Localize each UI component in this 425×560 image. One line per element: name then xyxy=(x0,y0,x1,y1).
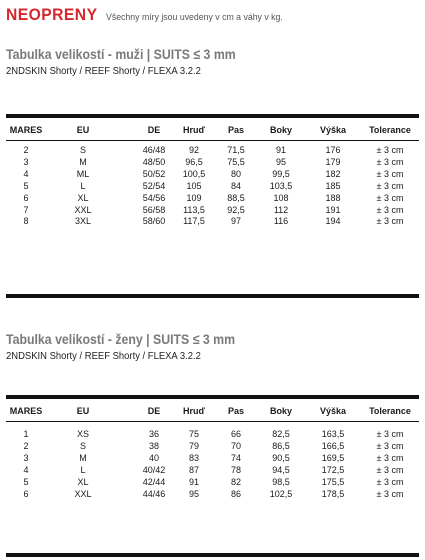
men-table-top-rule xyxy=(6,114,419,118)
table-cell: 83 xyxy=(188,452,200,463)
table-cell: 105 xyxy=(186,180,202,191)
table-cell: 117,5 xyxy=(183,216,205,227)
column-header: Boky xyxy=(269,406,293,416)
table-cell: XXL xyxy=(74,488,92,499)
table-cell: L xyxy=(80,180,86,191)
table-cell: ± 3 cm xyxy=(376,192,404,203)
column-header: Boky xyxy=(269,125,293,135)
table-cell: ± 3 cm xyxy=(376,156,404,167)
table-cell: 102,5 xyxy=(269,488,293,499)
table-cell: 8 xyxy=(23,216,29,227)
table-cell: 74 xyxy=(230,452,242,463)
table-cell: 71,5 xyxy=(227,145,245,155)
column-header: DE xyxy=(147,125,161,135)
table-cell: 82 xyxy=(230,476,242,487)
table-cell: ± 3 cm xyxy=(376,180,404,191)
table-cell: 2 xyxy=(23,440,29,451)
table-cell: 97 xyxy=(230,216,242,227)
women-table-models: 2NDSKIN Shorty / REEF Shorty / FLEXA 3.2.2 xyxy=(6,350,201,362)
table-cell: 86 xyxy=(230,488,242,499)
column-header: MARES xyxy=(9,406,43,416)
table-cell: 99,5 xyxy=(272,168,290,179)
table-cell: 191 xyxy=(325,204,341,215)
table-cell: 112 xyxy=(273,204,289,215)
table-cell: 42/44 xyxy=(142,476,166,487)
page-subtitle: Všechny míry jsou uvedeny v cm a váhy v kg. xyxy=(105,12,283,23)
table-cell: 75 xyxy=(188,429,200,439)
table-cell: 94,5 xyxy=(272,464,290,475)
table-cell: 92 xyxy=(188,145,200,155)
table-cell: ± 3 cm xyxy=(376,216,404,227)
table-cell: ± 3 cm xyxy=(376,464,404,475)
table-cell: 54/56 xyxy=(142,192,166,203)
column-header: Tolerance xyxy=(369,406,411,416)
table-cell: 108 xyxy=(273,192,289,203)
table-cell: XL xyxy=(77,476,89,487)
table-cell: 90,5 xyxy=(272,452,290,463)
column-header: EU xyxy=(76,406,90,416)
table-cell: 5 xyxy=(23,180,29,191)
column-header: Výška xyxy=(319,125,347,135)
table-cell: XXL xyxy=(74,204,92,215)
column-header: Výška xyxy=(319,406,347,416)
table-cell: 91 xyxy=(275,145,287,155)
table-cell: 86,5 xyxy=(272,440,290,451)
table-cell: 80 xyxy=(230,168,242,179)
table-cell: 46/48 xyxy=(142,145,166,155)
table-cell: 84 xyxy=(230,180,242,191)
table-cell: ± 3 cm xyxy=(376,168,404,179)
table-cell: 116 xyxy=(273,216,289,227)
table-cell: 44/46 xyxy=(142,488,166,499)
table-cell: 2 xyxy=(23,145,29,155)
column-header: Hruď xyxy=(183,406,205,416)
column-header: Pas xyxy=(227,125,245,135)
men-section-header xyxy=(6,46,419,77)
table-cell: ± 3 cm xyxy=(376,429,404,439)
table-cell: 95 xyxy=(188,488,200,499)
table-cell: 66 xyxy=(230,429,242,439)
table-cell: 175,5 xyxy=(321,476,345,487)
table-cell: ML xyxy=(76,168,90,179)
table-cell: 56/58 xyxy=(142,204,166,215)
table-cell: ± 3 cm xyxy=(376,476,404,487)
women-table-header-rule xyxy=(6,421,419,422)
table-cell: 176 xyxy=(325,145,341,155)
men-table-bottom-rule xyxy=(6,294,419,298)
table-cell: 6 xyxy=(23,192,29,203)
table-cell: 40/42 xyxy=(142,464,166,475)
table-cell: 166,5 xyxy=(321,440,345,451)
table-cell: 109 xyxy=(186,192,202,203)
women-table-bottom-rule xyxy=(6,553,419,557)
table-cell: 194 xyxy=(325,216,341,227)
table-cell: 98,5 xyxy=(272,476,290,487)
table-cell: 87 xyxy=(188,464,200,475)
column-header: EU xyxy=(76,125,90,135)
table-cell: 6 xyxy=(23,488,29,499)
table-cell: 7 xyxy=(23,204,29,215)
table-cell: M xyxy=(79,452,87,463)
women-table-heading: Tabulka velikostí - ženy | SUITS ≤ 3 mm xyxy=(6,331,236,347)
table-cell: 91 xyxy=(188,476,200,487)
men-table-header-rule xyxy=(6,140,419,141)
table-cell: 178,5 xyxy=(321,488,345,499)
women-section-header xyxy=(6,331,419,362)
table-cell: 78 xyxy=(230,464,242,475)
table-cell: 163,5 xyxy=(321,429,345,439)
table-cell: 70 xyxy=(230,440,242,451)
table-cell: ± 3 cm xyxy=(376,440,404,451)
table-cell: ± 3 cm xyxy=(376,488,404,499)
table-cell: 36 xyxy=(148,429,160,439)
table-cell: 92,5 xyxy=(227,204,245,215)
table-cell: 48/50 xyxy=(142,156,166,167)
table-cell: ± 3 cm xyxy=(376,204,404,215)
table-cell: 58/60 xyxy=(142,216,166,227)
page-title: NEOPRENY xyxy=(6,5,98,24)
page-header xyxy=(6,5,298,25)
table-cell: 79 xyxy=(188,440,200,451)
column-header: MARES xyxy=(9,125,43,135)
table-cell: S xyxy=(79,145,87,155)
table-cell: 188 xyxy=(325,192,341,203)
column-header: Tolerance xyxy=(369,125,411,135)
table-cell: 50/52 xyxy=(142,168,166,179)
table-cell: 88,5 xyxy=(227,192,245,203)
table-cell: 169,5 xyxy=(321,452,345,463)
table-cell: ± 3 cm xyxy=(376,452,404,463)
column-header: Pas xyxy=(227,406,245,416)
table-cell: XL xyxy=(77,192,89,203)
table-cell: 75,5 xyxy=(227,156,245,167)
table-cell: 4 xyxy=(23,464,29,475)
table-cell: 100,5 xyxy=(182,168,206,179)
table-cell: 182 xyxy=(325,168,341,179)
table-cell: 40 xyxy=(148,452,160,463)
men-table-heading: Tabulka velikostí - muži | SUITS ≤ 3 mm xyxy=(6,46,236,62)
table-cell: 82,5 xyxy=(272,429,290,439)
table-cell: 5 xyxy=(23,476,29,487)
women-table-top-rule xyxy=(6,395,419,399)
table-cell: ± 3 cm xyxy=(376,145,404,155)
table-cell: 52/54 xyxy=(142,180,166,191)
table-cell: 95 xyxy=(275,156,287,167)
column-header: DE xyxy=(147,406,161,416)
table-cell: 3 xyxy=(23,156,29,167)
table-cell: 172,5 xyxy=(321,464,345,475)
table-cell: 1 xyxy=(23,429,29,439)
table-cell: 179 xyxy=(325,156,341,167)
table-cell: 3 xyxy=(23,452,29,463)
table-cell: M xyxy=(79,156,87,167)
table-cell: 3XL xyxy=(74,216,92,227)
table-cell: 103,5 xyxy=(269,180,293,191)
column-header: Hruď xyxy=(183,125,205,135)
table-cell: 96,5 xyxy=(185,156,203,167)
table-cell: 185 xyxy=(325,180,341,191)
table-cell: 113,5 xyxy=(183,204,205,215)
table-cell: 4 xyxy=(23,168,29,179)
men-table-models: 2NDSKIN Shorty / REEF Shorty / FLEXA 3.2.2 xyxy=(6,65,201,77)
table-cell: S xyxy=(79,440,87,451)
table-cell: 38 xyxy=(148,440,160,451)
table-cell: L xyxy=(80,464,86,475)
table-cell: XS xyxy=(76,429,90,439)
